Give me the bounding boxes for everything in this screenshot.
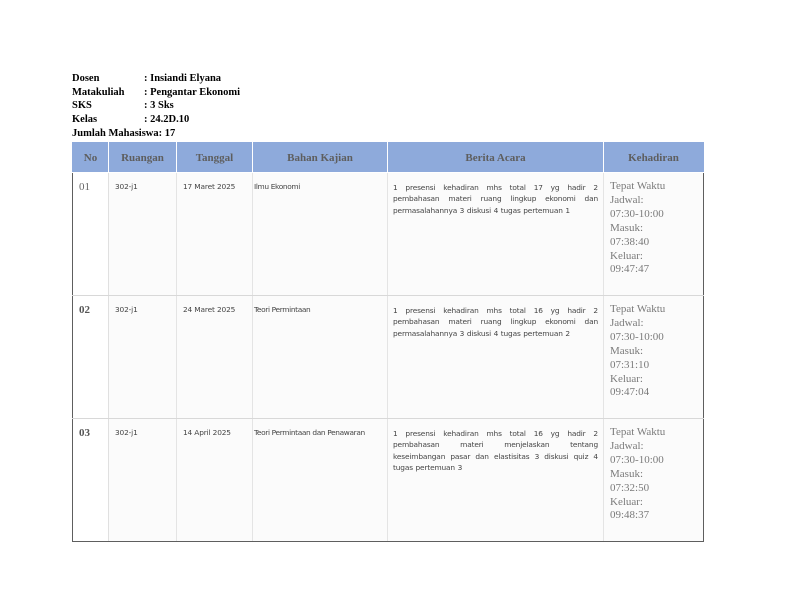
row-tanggal: 14 April 2025 [177,419,253,542]
info-jumlah [72,127,240,141]
sks-label: SKS [72,100,92,112]
row-tanggal: 24 Maret 2025 [177,296,253,419]
kehadiran-masuk-label: Masuk: [610,221,643,234]
kehadiran-jadwal-label: Jadwal: [610,316,644,329]
info-sks [72,99,240,113]
matakuliah-label: Matakuliah [72,86,125,98]
kehadiran-keluar-label: Keluar: [610,249,643,262]
row-bahan-kajian: Teori Permintaan dan Penawaran [253,419,388,542]
kehadiran-keluar: 09:47:04 [610,386,650,399]
kehadiran-jadwal: 07:30-10:00 [610,453,664,466]
row-no: 02 [73,296,109,419]
kehadiran-keluar: 09:47:47 [610,263,650,276]
row-no: 03 [73,419,109,542]
table-row [73,173,704,296]
kehadiran-keluar: 09:48:37 [610,509,650,522]
attendance-table [72,142,704,542]
row-bahan-kajian: Ilmu Ekonomi [253,173,388,296]
table-row [73,296,704,419]
sks-value: : 3 Sks [144,100,174,112]
kehadiran-status: Tepat Waktu [610,180,666,192]
header-bahan-kajian: Bahan Kajian [253,143,388,173]
kehadiran-masuk-label: Masuk: [610,467,643,480]
row-ruangan: 302-j1 [109,296,177,419]
header-no: No [73,143,109,173]
row-tanggal: 17 Maret 2025 [177,173,253,296]
row-ruangan: 302-j1 [109,419,177,542]
kehadiran-jadwal-label: Jadwal: [610,439,644,452]
kehadiran-status: Tepat Waktu [610,426,666,438]
row-berita-acara: 1 presensi kehadiran mhs total 16 yg hadir 2 pembahasan materi menjelaskan tentang keseimbangan pasar dan elastisitas 3 diskusi quiz 4 tugas pertemuan 3 [388,419,604,542]
row-kehadiran [604,419,704,542]
kehadiran-masuk: 07:32:50 [610,481,650,494]
row-kehadiran [604,296,704,419]
header-ruangan: Ruangan [109,143,177,173]
kehadiran-keluar-label: Keluar: [610,495,643,508]
kehadiran-masuk-label: Masuk: [610,344,643,357]
row-no: 01 [73,173,109,296]
dosen-value: : Insiandi Elyana [144,73,222,84]
row-berita-acara: 1 presensi kehadiran mhs total 17 yg hadir 2 pembahasan materi ruang lingkup ekonomi dan permasalahannya 3 diskusi 4 tugas pertemuan 1 [388,173,604,296]
kelas-label: Kelas [72,114,98,126]
header-berita-acara: Berita Acara [388,143,604,173]
jumlah-value: : 17 [158,127,176,139]
kehadiran-masuk: 07:31:10 [610,358,650,371]
header-kehadiran: Kehadiran [604,143,704,173]
header-tanggal: Tanggal [177,143,253,173]
matakuliah-value: : Pengantar Ekonomi [144,86,241,98]
table-header-row [73,143,704,173]
info-dosen [72,72,240,86]
kehadiran-masuk: 07:38:40 [610,235,650,248]
kehadiran-jadwal: 07:30-10:00 [610,207,664,220]
kehadiran-keluar-label: Keluar: [610,372,643,385]
course-info [72,72,240,141]
table-row [73,419,704,542]
jumlah-label: Jumlah Mahasiswa [72,127,159,139]
info-kelas [72,113,240,127]
kelas-value: : 24.2D.10 [144,114,190,126]
row-kehadiran [604,173,704,296]
row-berita-acara: 1 presensi kehadiran mhs total 16 yg hadir 2 pembahasan materi ruang lingkup ekonomi dan permasalahannya 3 diskusi 4 tugas pertemuan 2 [388,296,604,419]
info-matakuliah [72,86,240,100]
row-ruangan: 302-j1 [109,173,177,296]
kehadiran-status: Tepat Waktu [610,303,666,315]
dosen-label: Dosen [72,73,100,84]
row-bahan-kajian: Teori Permintaan [253,296,388,419]
kehadiran-jadwal: 07:30-10:00 [610,330,664,343]
kehadiran-jadwal-label: Jadwal: [610,193,644,206]
